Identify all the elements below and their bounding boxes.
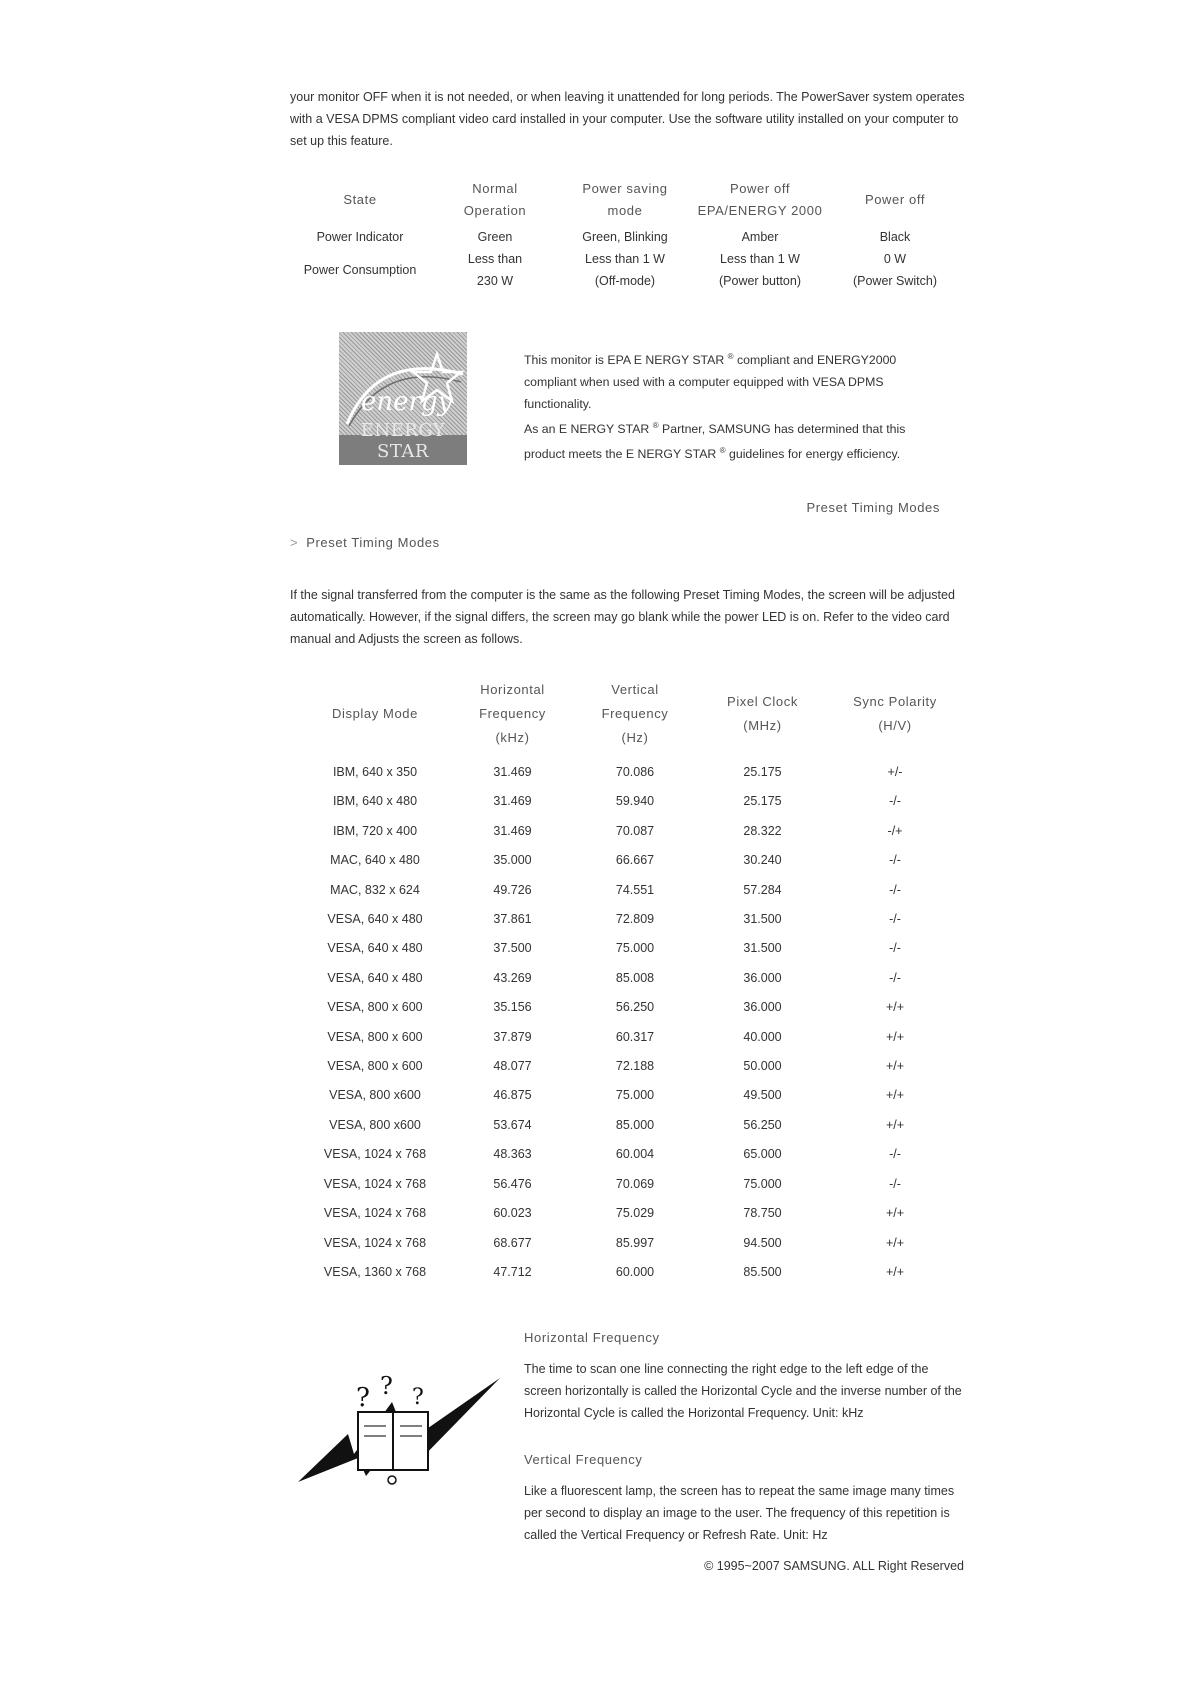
timing-row — [300, 1052, 960, 1081]
horizontal-frequency-cell: 31.469 — [493, 823, 532, 838]
power-consumption-label: Power Consumption — [303, 263, 417, 277]
horizontal-frequency-cell: 31.469 — [493, 765, 532, 779]
consumption-off-line1: 0 W — [883, 252, 907, 266]
display-mode-cell: VESA, 800 x 600 — [327, 1029, 423, 1044]
horizontal-frequency-text: The time to scan one line connecting the right edge to the left edge of the screen horizontally is called the Horizontal Cycle and the inverse number of the Horizontal Cycle is called the Horizontal Frequency. Unit: kHz — [524, 1362, 962, 1420]
vertical-frequency-cell: 56.250 — [615, 1000, 655, 1015]
sync-polarity-cell: -/- — [889, 794, 901, 809]
energy-line-5a: product meets the E NERGY STAR — [524, 447, 717, 462]
header-saving-line2: mode — [607, 203, 643, 218]
vertical-frequency-cell: 85.997 — [615, 1235, 655, 1250]
indicator-off: Black — [879, 230, 911, 244]
pixel-clock-cell: 36.000 — [743, 1000, 782, 1015]
power-indicator-row — [290, 222, 960, 248]
sync-polarity-cell: +/+ — [885, 1000, 905, 1015]
timing-row — [300, 905, 960, 934]
vertical-frequency-cell: 66.667 — [615, 853, 655, 868]
vertical-frequency-cell: 60.317 — [615, 1029, 655, 1044]
timing-row — [300, 1258, 960, 1287]
vertical-frequency-cell: 72.809 — [615, 912, 655, 927]
energy-line-2: compliant when used with a computer equipped with VESA DPMS — [524, 375, 884, 390]
horizontal-frequency-cell: 53.674 — [493, 1117, 532, 1132]
horizontal-frequency-cell: 68.677 — [493, 1235, 532, 1250]
svg-text:?: ? — [380, 1372, 393, 1400]
energy-line-3: functionality. — [524, 397, 592, 412]
header-display-mode: Display Mode — [332, 706, 418, 721]
header-vf-line1: Vertical — [611, 682, 659, 697]
header-sp-line1: Sync Polarity — [853, 694, 937, 709]
svg-text:energy: energy — [361, 387, 453, 417]
horizontal-frequency-heading: Horizontal Frequency — [524, 1330, 660, 1345]
header-hf-line1: Horizontal — [480, 682, 545, 697]
energy-line-4 — [524, 415, 964, 440]
header-pc-line2: (MHz) — [743, 718, 782, 733]
consumption-saving-line1: Less than 1 W — [585, 252, 665, 266]
consumption-normal-line2: 230 W — [476, 274, 514, 288]
sync-polarity-cell: +/+ — [885, 1029, 905, 1044]
chevron-right-icon: > — [290, 535, 299, 550]
display-mode-cell: VESA, 1024 x 768 — [323, 1235, 427, 1250]
timing-row — [300, 1081, 960, 1110]
header-pc-line1: Pixel Clock — [727, 694, 798, 709]
display-mode-cell: VESA, 640 x 480 — [327, 970, 423, 985]
timing-table-body — [300, 758, 960, 1287]
display-mode-cell: VESA, 640 x 480 — [327, 941, 423, 956]
timing-row — [300, 964, 960, 993]
vertical-frequency-cell: 75.029 — [615, 1206, 655, 1221]
pixel-clock-cell: 36.000 — [743, 970, 782, 985]
consumption-off-line2: (Power Switch) — [852, 274, 938, 288]
display-mode-cell: VESA, 800 x 600 — [327, 1000, 423, 1015]
pixel-clock-cell: 31.500 — [743, 941, 782, 956]
consumption-saving-line2: (Off-mode) — [594, 274, 656, 288]
vertical-frequency-text: Like a fluorescent lamp, the screen has to repeat the same image many times per second to display an image to the user. The frequency of this repetition is called the Vertical Frequency or Refresh Rate. Unit: Hz — [524, 1484, 955, 1542]
power-consumption-row — [290, 248, 960, 292]
timing-row — [300, 1199, 960, 1228]
timing-row — [300, 876, 960, 905]
display-mode-cell: VESA, 800 x600 — [329, 1088, 421, 1103]
header-power-off: Power off — [864, 192, 926, 207]
preset-timing-table — [300, 678, 960, 1287]
vertical-frequency-cell: 60.000 — [615, 1264, 655, 1279]
header-normal-line2: Operation — [463, 203, 527, 218]
energy-line-1 — [524, 346, 964, 371]
consumption-normal-line1: Less than — [467, 252, 523, 266]
pixel-clock-cell: 65.000 — [743, 1147, 782, 1162]
sync-polarity-cell: -/- — [889, 1147, 901, 1162]
energy-star-description — [524, 346, 964, 465]
horizontal-frequency-cell: 49.726 — [493, 882, 532, 897]
energy-star-bar — [339, 420, 467, 465]
timing-row — [300, 1170, 960, 1199]
horizontal-frequency-cell: 37.861 — [493, 912, 532, 927]
svg-text:?: ? — [356, 1383, 370, 1413]
timing-row — [300, 993, 960, 1022]
horizontal-frequency-cell: 47.712 — [493, 1264, 532, 1279]
sync-polarity-cell: +/+ — [885, 1117, 905, 1132]
display-mode-cell: MAC, 640 x 480 — [330, 853, 420, 868]
horizontal-frequency-cell: 35.000 — [493, 853, 532, 868]
pixel-clock-cell: 28.322 — [743, 823, 782, 838]
vertical-frequency-cell: 75.000 — [615, 941, 655, 956]
pixel-clock-cell: 50.000 — [743, 1059, 782, 1074]
header-hf-line3: (kHz) — [495, 730, 530, 745]
vertical-frequency-cell: 74.551 — [615, 882, 655, 897]
pixel-clock-cell: 25.175 — [743, 765, 782, 779]
consumption-off — [830, 248, 960, 292]
horizontal-frequency-cell: 60.023 — [493, 1206, 532, 1221]
vertical-frequency-cell: 75.000 — [615, 1088, 655, 1103]
vertical-frequency-cell: 85.008 — [615, 970, 655, 985]
preset-description: If the signal transferred from the computer is the same as the following Preset Timing Modes, the screen will be adjusted automatically. However, if the signal differs, the screen may go blank while the power LED is on. Refer to the video card manual and Adjusts the screen as follows. — [290, 588, 955, 646]
consumption-off-epa-line1: Less than 1 W — [720, 252, 800, 266]
horizontal-frequency-cell: 48.077 — [493, 1059, 532, 1074]
energy-star-logo-text: ENERGY STAR — [360, 420, 446, 462]
pixel-clock-cell: 31.500 — [743, 912, 782, 927]
horizontal-frequency-cell: 46.875 — [493, 1088, 532, 1103]
vertical-frequency-cell: 85.000 — [615, 1117, 655, 1132]
horizontal-frequency-cell: 48.363 — [493, 1147, 532, 1162]
horizontal-frequency-cell: 35.156 — [493, 1000, 532, 1015]
sync-polarity-cell: +/+ — [885, 1206, 905, 1221]
horizontal-frequency-cell: 37.500 — [493, 941, 532, 956]
display-mode-cell: VESA, 1024 x 768 — [323, 1147, 427, 1162]
energy-line-5b: guidelines for energy efficiency. — [725, 447, 901, 462]
preset-heading-text: Preset Timing Modes — [306, 535, 440, 550]
question-illustration — [296, 1372, 502, 1492]
pixel-clock-cell: 25.175 — [743, 794, 782, 809]
display-mode-cell: VESA, 640 x 480 — [327, 912, 423, 927]
svg-text:?: ? — [412, 1385, 424, 1410]
indicator-normal: Green — [477, 230, 513, 244]
header-sp-line2: (H/V) — [878, 718, 912, 733]
sync-polarity-cell: -/+ — [887, 823, 903, 838]
vertical-frequency-cell: 70.086 — [615, 765, 655, 779]
pixel-clock-cell: 49.500 — [743, 1088, 782, 1103]
energy-line-1a: This monitor is EPA E NERGY STAR — [524, 353, 725, 368]
header-vertical-frequency — [575, 678, 695, 750]
display-mode-cell: MAC, 832 x 624 — [330, 882, 420, 897]
sync-polarity-cell: -/- — [889, 912, 901, 927]
timing-row — [300, 758, 960, 787]
horizontal-frequency-cell: 37.879 — [493, 1029, 532, 1044]
display-mode-cell: VESA, 1360 x 768 — [323, 1264, 427, 1279]
energy-line-5 — [524, 440, 964, 465]
header-pixel-clock — [695, 678, 830, 750]
timing-row — [300, 934, 960, 963]
display-mode-cell: IBM, 720 x 400 — [332, 823, 418, 838]
registered-mark: ® — [652, 421, 659, 431]
sync-polarity-cell: +/+ — [885, 1264, 905, 1279]
header-sync-polarity — [830, 678, 960, 750]
pixel-clock-cell: 30.240 — [743, 853, 782, 868]
consumption-normal — [430, 248, 560, 292]
header-vf-line2: Frequency — [601, 706, 669, 721]
horizontal-frequency-cell: 43.269 — [493, 970, 532, 985]
copyright-notice: © 1995~2007 SAMSUNG. ALL Right Reserved — [704, 1559, 964, 1573]
vertical-frequency-cell: 60.004 — [615, 1147, 655, 1162]
timing-row — [300, 846, 960, 875]
timing-row — [300, 1140, 960, 1169]
header-state: State — [343, 192, 377, 207]
header-power-saving — [560, 178, 690, 222]
sync-polarity-cell: +/+ — [885, 1059, 905, 1074]
timing-row — [300, 1111, 960, 1140]
vertical-frequency-heading: Vertical Frequency — [524, 1452, 643, 1467]
registered-mark: ® — [727, 352, 734, 361]
pixel-clock-cell: 57.284 — [743, 882, 782, 897]
consumption-saving — [560, 248, 690, 292]
display-mode-cell: IBM, 640 x 350 — [332, 765, 418, 779]
consumption-off-epa-line2: (Power button) — [719, 274, 801, 288]
consumption-off-epa — [690, 248, 830, 292]
energy-line-4b: Partner, SAMSUNG has determined that this — [658, 422, 906, 437]
timing-row — [300, 1229, 960, 1258]
horizontal-frequency-cell: 31.469 — [493, 794, 532, 809]
energy-line-4a: As an E NERGY STAR — [524, 422, 650, 437]
header-off-epa-line2: EPA/ENERGY 2000 — [697, 203, 823, 218]
sync-polarity-cell: -/- — [889, 882, 901, 897]
vertical-frequency-cell: 59.940 — [615, 794, 655, 809]
timing-row — [300, 787, 960, 816]
preset-timing-modes-link[interactable]: Preset Timing Modes — [806, 500, 940, 515]
energy-star-logo — [339, 332, 467, 465]
header-off-epa-line1: Power off — [729, 181, 791, 196]
intro-paragraph: your monitor OFF when it is not needed, or when leaving it unattended for long periods. The PowerSaver system operates with a VESA DPMS compliant video card installed in your computer. Use the software utility installed on your computer to set up this feature. — [290, 90, 965, 148]
vertical-frequency-cell: 70.069 — [615, 1176, 655, 1191]
sync-polarity-cell: +/+ — [885, 1235, 905, 1250]
sync-polarity-cell: -/- — [889, 941, 901, 956]
energy-line-1b: compliant and ENERGY2000 — [733, 353, 897, 368]
timing-row — [300, 817, 960, 846]
pixel-clock-cell: 40.000 — [743, 1029, 782, 1044]
pixel-clock-cell: 56.250 — [743, 1117, 782, 1132]
timing-table-header-row — [300, 678, 960, 750]
display-mode-cell: IBM, 640 x 480 — [332, 794, 418, 809]
header-power-off-epa — [690, 178, 830, 222]
display-mode-cell: VESA, 1024 x 768 — [323, 1206, 427, 1221]
vertical-frequency-cell: 72.188 — [615, 1059, 655, 1074]
pixel-clock-cell: 78.750 — [743, 1206, 782, 1221]
sync-polarity-cell: -/- — [889, 1176, 901, 1191]
power-table-header-row — [290, 178, 960, 222]
sync-polarity-cell: -/- — [889, 970, 901, 985]
pixel-clock-cell: 75.000 — [743, 1176, 782, 1191]
display-mode-cell: VESA, 800 x600 — [329, 1117, 421, 1132]
vertical-frequency-cell: 70.087 — [615, 823, 655, 838]
preset-timing-heading — [290, 535, 440, 550]
pixel-clock-cell: 94.500 — [743, 1235, 782, 1250]
sync-polarity-cell: -/- — [889, 853, 901, 868]
power-indicator-label: Power Indicator — [316, 230, 404, 244]
confused-book-icon — [296, 1372, 502, 1492]
power-management-table — [290, 178, 960, 292]
display-mode-cell: VESA, 800 x 600 — [327, 1059, 423, 1074]
header-normal-line1: Normal — [472, 181, 518, 196]
indicator-off-epa: Amber — [741, 230, 779, 244]
header-vf-line3: (Hz) — [621, 730, 649, 745]
pixel-clock-cell: 85.500 — [743, 1264, 782, 1279]
header-normal-operation — [430, 178, 560, 222]
registered-mark: ® — [719, 446, 726, 456]
sync-polarity-cell: +/+ — [885, 1088, 905, 1103]
timing-row — [300, 1023, 960, 1052]
horizontal-frequency-cell: 56.476 — [493, 1176, 532, 1191]
indicator-saving: Green, Blinking — [582, 230, 668, 244]
header-horizontal-frequency — [450, 678, 575, 750]
display-mode-cell: VESA, 1024 x 768 — [323, 1176, 427, 1191]
header-hf-line2: Frequency — [479, 706, 546, 721]
header-saving-line1: Power saving — [582, 181, 668, 196]
sync-polarity-cell: +/- — [887, 765, 903, 779]
